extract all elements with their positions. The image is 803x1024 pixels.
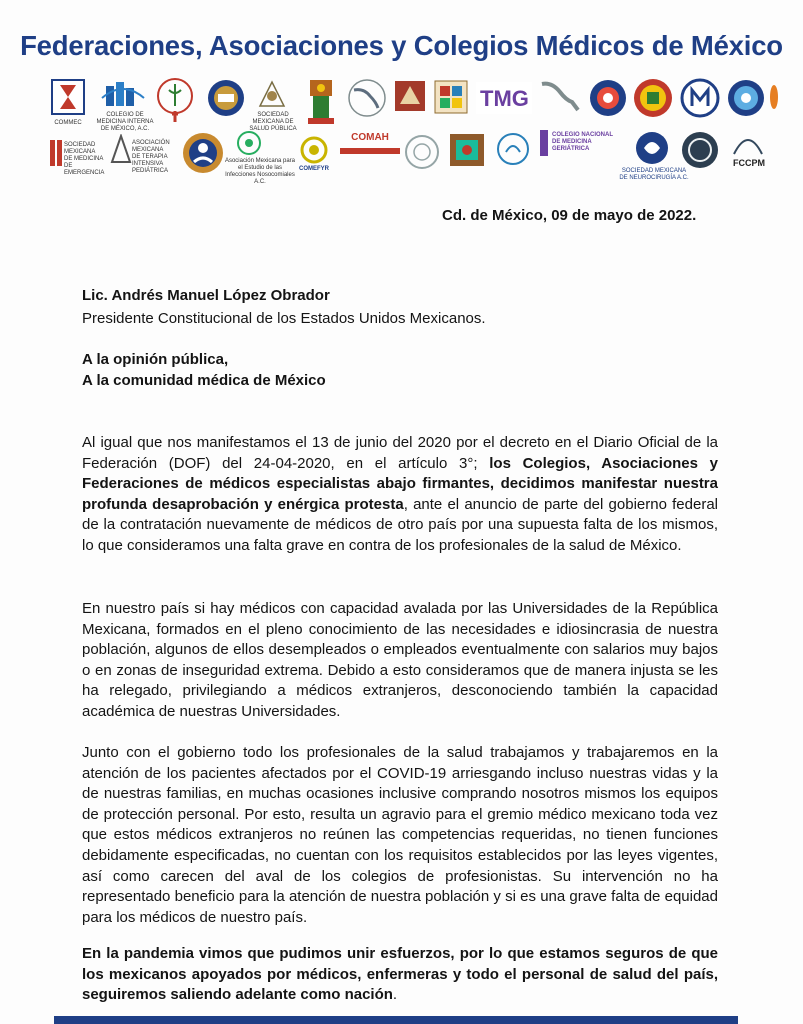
neurosurgery-seal-icon bbox=[632, 130, 672, 166]
logo-row-1 bbox=[48, 76, 778, 130]
tmg-logo-icon bbox=[476, 82, 532, 114]
amtip-logo-icon bbox=[110, 134, 132, 164]
nosocomial-logo-icon bbox=[234, 130, 264, 156]
women-doctors-logo-icon bbox=[152, 76, 198, 124]
colored-square-logo-icon bbox=[434, 80, 468, 114]
hourglass-seal-icon bbox=[50, 78, 86, 116]
paragraph-4-bold: En la pandemia vimos que pudimos unir esfuerzos, por lo que estamos seguros de que los mexicanos apoyados por médicos, enfermeras y todo el personal de salud del país, seguiremos saliendo adelante como nación bbox=[82, 945, 718, 1004]
greeting-public: A la opinión pública, bbox=[82, 351, 229, 368]
paragraph-2: En nuestro país si hay médicos con capacidad avalada por las Universidades de la República Mexicana, formados en el pleno conocimiento de las necesidades e idiosincrasia de nuestra población, algunos de ellos desempleados o empleados eventualmente con salarios muy bajos o en zonas de inseguridad extrema. Debido a esto consideramos que de manera injusta se les ha relegado, privilegiando a médicos extranjeros, desconociendo también la capacidad académica de nuestras Universidades. bbox=[82, 600, 718, 720]
logo-caption: Asociación Mexicana para el Estudio de las Infecciones Nosocomiales A.C. bbox=[224, 158, 296, 185]
logo-caption: COMAH bbox=[351, 132, 389, 143]
logo-caption: COLEGIO NACIONAL DE MEDICINA GERIÁTRICA bbox=[552, 132, 613, 152]
paragraph-1-text-a: Al igual que nos manifestamos el 13 de junio del 2020 por el decreto en el Diario Oficial de la Federación (DOF) del 24-04-2020, en el artículo 3°; bbox=[82, 434, 718, 472]
page-title: Federaciones, Asociaciones y Colegios Médicos de México bbox=[20, 30, 783, 61]
logo-caption: SOCIEDAD MEXICANA DE SALUD PÚBLICA bbox=[249, 112, 297, 132]
mexico-map-logo-icon bbox=[538, 78, 584, 118]
paragraph-4-end: . bbox=[392, 986, 398, 1004]
smme-logo-icon bbox=[50, 140, 64, 166]
recipient-title: Presidente Constitucional de los Estados Unidos Mexicanos. bbox=[82, 310, 486, 327]
logo-row-2 bbox=[48, 130, 778, 184]
paragraph-1-bold: los Colegios, Asociaciones y Federaciones de médicos especialistas abajo firmantes, decidimos manifestar nuestra profunda desaprobación y enérgica protesta bbox=[82, 454, 718, 513]
mexico-map-seal-icon bbox=[346, 78, 388, 118]
logo-caption: COLEGIO DE MEDICINA INTERNA DE MÉXICO, A.C. bbox=[96, 112, 154, 132]
greeting-medical-community: A la comunidad médica de México bbox=[82, 372, 326, 389]
cmim-logo-icon bbox=[100, 80, 146, 110]
paragraph-3: Junto con el gobierno todo los profesionales de la salud trabajamos y trabajaremos en la atención de los pacientes afectados por el COVID-19 arriesgando incluso nuestras vidas y la de nuestras familias, en muchas ocasiones inclusive comprando nosotros mismos los equipos de protección personal. Por esto, resulta un agravio para el gremio médico mexicano toda vez que estos médicos extranjeros no reúnen las competencias requeridas, no tienen funciones debidamente especificadas, no cuentan con los requisitos establecidos por las leyes vigentes, así como carecen del aval de los colegios de profesionistas. Su intervención no ha representado beneficio para la atención de nuestra población y si es una grave falta de equidad para los médicos de nuestro país. bbox=[82, 744, 718, 926]
navy-seal-icon bbox=[680, 78, 720, 118]
recipient-name: Lic. Andrés Manuel López Obrador bbox=[82, 287, 330, 304]
paragraph-1 bbox=[82, 433, 718, 557]
dark-seal-icon bbox=[680, 130, 720, 170]
mother-child-seal-icon bbox=[182, 130, 224, 176]
logo-caption: ASOCIACIÓN MEXICANA DE TERAPIA INTENSIVA PEDIÁTRICA bbox=[132, 140, 170, 174]
logo-caption: COMMEC bbox=[54, 120, 82, 126]
logo-caption: SOCIEDAD MEXICANA DE NEUROCIRUGÍA A.C. bbox=[619, 168, 689, 181]
paragraph-4 bbox=[82, 944, 718, 1006]
public-health-logo-icon bbox=[252, 78, 292, 110]
footer-rule bbox=[54, 1016, 738, 1024]
svg-text:TMG: TMG bbox=[480, 86, 529, 111]
aztec-figure-icon bbox=[304, 76, 338, 128]
geriatrics-logo-icon bbox=[540, 130, 550, 156]
blue-seal-icon bbox=[726, 78, 766, 118]
comefyr-logo-icon bbox=[300, 136, 328, 164]
letter-date: Cd. de México, 09 de mayo de 2022. bbox=[442, 207, 697, 224]
fccpm-logo-icon bbox=[730, 130, 766, 156]
paragraph-1-text-b: , ante el anuncio de parte del gobierno federal de la contratación nuevamente de médicos de otro país por una supuesta falta de los mismos, lo que consideramos una falta grave en contra de los profesionales de la salud de México. bbox=[82, 495, 718, 554]
aztec-glyph-icon bbox=[446, 130, 488, 170]
gold-seal-icon bbox=[632, 76, 674, 120]
blue-red-seal-icon bbox=[588, 78, 628, 118]
logo-caption: COMEFYR bbox=[299, 166, 329, 172]
nutrition-logo-icon bbox=[496, 132, 530, 166]
gray-seal-icon bbox=[404, 134, 440, 170]
logo-caption: SOCIEDAD MEXICANA DE MEDICINA DE EMERGENCIA bbox=[64, 142, 105, 176]
round-seal-icon bbox=[206, 78, 246, 118]
red-square-logo-icon bbox=[394, 80, 426, 112]
logo-caption: FCCPM bbox=[733, 158, 765, 168]
kidney-logo-icon bbox=[770, 80, 778, 114]
